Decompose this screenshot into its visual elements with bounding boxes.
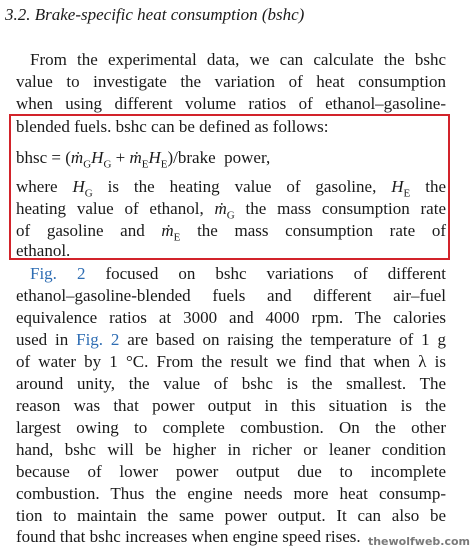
- fig-2-link[interactable]: Fig. 2: [30, 264, 86, 283]
- fig-2-link-second[interactable]: Fig. 2: [76, 330, 120, 349]
- definition-intro: blended fuels. bshc can be defined as follows:: [16, 117, 329, 136]
- definition-line-2: heating value of ethanol, ṁ$_G$ the mass consumption rate: [16, 199, 446, 222]
- definition-line-1: where $H_G$ is the heating value of gasoline, $H_E$ the: [16, 177, 446, 200]
- para2-line-6: around unity, the value of bshc is the smallest. The: [16, 374, 446, 393]
- para2-line-3: equivalence ratios at 3000 and 4000 rpm. The calories: [16, 308, 446, 327]
- para2-line-2: ethanol–gasoline-blended fuels and different air–fuel: [16, 286, 446, 305]
- para2-line-10: because of lower power output due to incomplete: [16, 462, 446, 481]
- para2-line-5: of water by 1 °C. From the result we find that when λ is: [16, 352, 446, 371]
- para2-line-11: combustion. Thus the engine needs more heat consump-: [16, 484, 446, 503]
- para2-line-13: found that bshc increases when engine speed rises.: [16, 527, 361, 546]
- para2-line-9: hand, bshc will be higher in richer or leaner condition: [16, 440, 446, 459]
- para2-line-7: reason was that power output in this situation is the: [16, 396, 446, 415]
- used-in-rest: are based on raising the temperature of 1 g: [119, 330, 446, 349]
- para2-line-4: [16, 330, 446, 350]
- para1-line-1: From the experimental data, we can calculate the bshc: [30, 50, 446, 69]
- equation-text: bhsc = ($ṁ_GH_G$ + $ṁ_EH_E$)/brake power,: [16, 148, 271, 171]
- para2-line-8: largest owing to complete combustion. On the other: [16, 418, 446, 437]
- definition-line-3: of gasoline and ṁ$_E$ the mass consumption rate of: [16, 221, 446, 244]
- para2-line-1: [30, 264, 446, 284]
- used-in-text: used in: [16, 330, 77, 349]
- definition-line-4: ethanol.: [16, 241, 71, 260]
- watermark: thewolfweb.com: [367, 535, 470, 548]
- para1-line-3: when using different volume ratios of ethanol–gasoline-: [16, 94, 446, 113]
- bshc-equation: [16, 148, 446, 174]
- para2-line-1-rest: focused on bshc variations of different: [85, 264, 446, 283]
- para1-line-2: value to investigate the variation of heat consumption: [16, 72, 446, 91]
- section-heading: 3.2. Brake-specific heat consumption (bshc): [5, 5, 305, 24]
- para2-line-12: tion to maintain the same power output. It can also be: [16, 506, 446, 525]
